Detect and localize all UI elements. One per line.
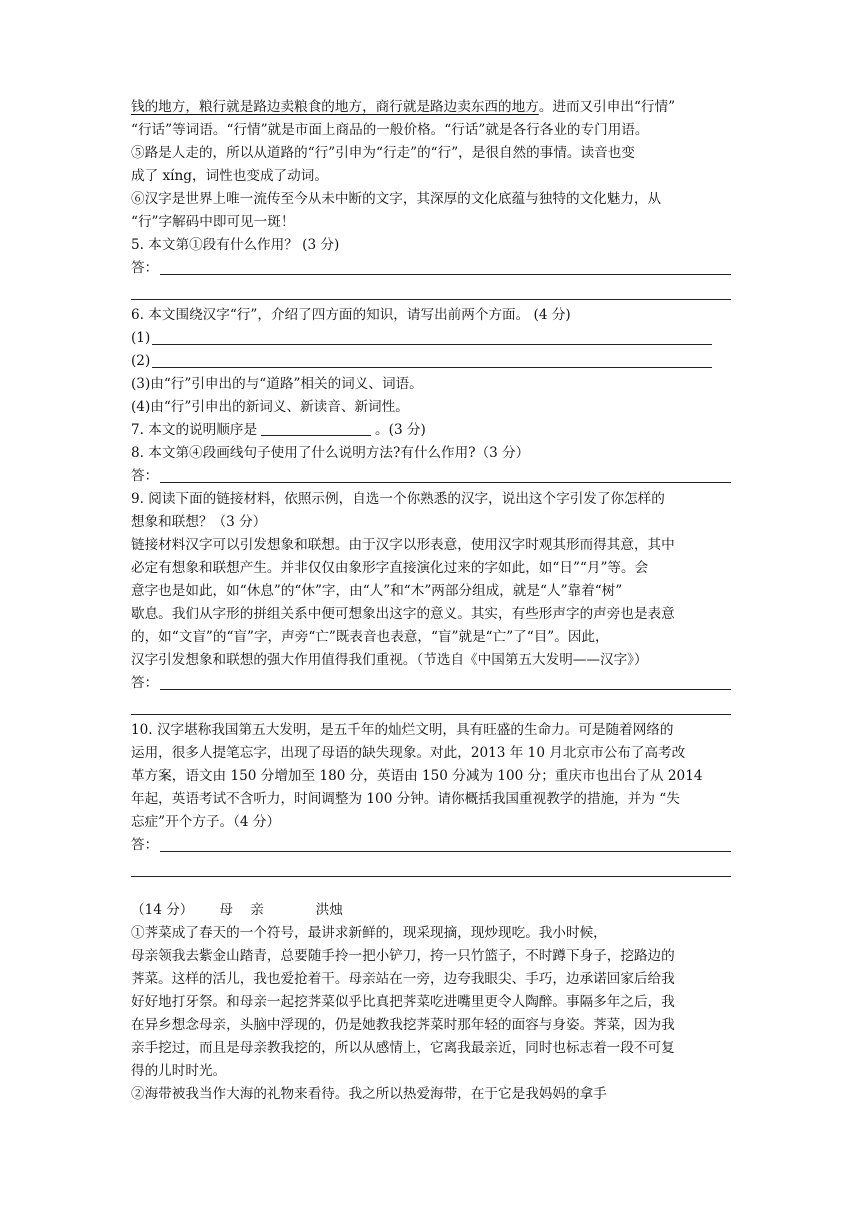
underlined-sentence: 钱的地方，粮行就是路边卖粮食的地方，商行就是路边卖东西的地方 [131,99,539,115]
paragraph-6-line: “行”字解码中即可见一斑！ [131,214,295,230]
essay-line: 母亲领我去紫金山踏青，总要随手拎一把小铲刀，挎一只竹篮子，不时蹲下身子，挖路边的 [131,948,675,964]
essay-line: 得的儿时时光。 [131,1063,227,1079]
question-6-item-1: (1) [131,327,731,350]
answer-line[interactable] [160,837,731,852]
answer-line[interactable] [152,353,712,368]
question-10-line: 忘症”开个方子。（4 分） [131,814,281,830]
question-8: 8. 本文第④段画线句子使用了什么说明方法?有什么作用?（3 分） [131,445,530,461]
question-9-line: 想象和联想？（3 分） [131,514,267,530]
answer-label: 答： [131,837,159,853]
link-material-line: 汉字引发想象和联想的强大作用值得我们重视。（节选自《中国第五大发明——汉字》） [131,652,648,668]
essay-line: 好好地打牙祭。和母亲一起挖荠菜似乎比真把荠菜吃进嘴里更令人陶醉。事隔多年之后，我 [131,994,675,1010]
question-5: 5. 本文第①段有什么作用？ (3 分) [131,237,340,253]
question-10-line: 革方案，语文由 150 分增加至 180 分，英语由 150 分减为 100 分；重庆市也出台了从 2014 [131,768,703,784]
link-material-line: 意字也是如此，如“休息”的“休”字，由“人”和“木”两部分组成，就是“人”靠着“树” [131,583,623,599]
answer-label: 答： [131,468,159,484]
essay-line: ①荠菜成了春天的一个符号，最讲求新鲜的，现采现摘，现炒现吃。我小时候， [131,925,607,941]
question-8-answer-row [131,465,731,488]
answer-line[interactable] [160,468,731,483]
link-material-line: 歇息。我们从字形的拼组关系中便可想象出这字的意义。其实，有些形声字的声旁也是表意 [131,606,675,622]
question-6-item-2: (2) [131,350,731,373]
exam-content [131,96,731,1106]
paragraph-5-line: ⑤路是人走的，所以从道路的“行”引申为“行走”的“行”，是很自然的事情。读音也变 [131,145,635,161]
essay-line: ②海带被我当作大海的礼物来看待。我之所以热爱海带，在于它是我妈妈的拿手 [131,1086,607,1102]
answer-line-extra[interactable] [131,282,731,300]
essay-header: （14 分） 母 亲 洪烛 [131,902,343,918]
essay-line: 荠菜。这样的活儿，我也爱抢着干。母亲站在一旁，边夸我眼尖、手巧，边承诺回家后给我 [131,971,675,987]
question-9-line: 9. 阅读下面的链接材料，依照示例，自选一个你熟悉的汉字，说出这个字引发了你怎样的 [131,491,665,507]
answer-line[interactable] [160,260,731,275]
answer-line[interactable] [152,330,712,345]
answer-label: 答： [131,260,159,276]
paragraph-5-line: 成了 xíng，词性也变成了动词。 [131,168,328,184]
question-10-line: 年起，英语考试不含听力，时间调整为 100 分钟。请你概括我国重视教学的措施，并为 “失 [131,791,680,807]
fill-in-blank[interactable] [261,421,371,436]
paragraph-4-line-2: “行话”等词语。“行情”就是市面上商品的一般价格。“行话”就是各行各业的专门用语。 [131,122,649,138]
question-6-item-4: (4)由“行”引申出的新词义、新读音、新词性。 [131,399,409,415]
paragraph-4-line-1: 钱的地方，粮行就是路边卖粮食的地方，商行就是路边卖东西的地方。进而又引申出“行情” [131,99,676,115]
answer-line-extra[interactable] [131,697,731,715]
question-9-answer-row [131,672,731,695]
essay-line: 亲手挖过，而且是母亲教我挖的，所以从感情上，它离我最亲近，同时也标志着一段不可复 [131,1040,675,1056]
question-7: 7. 本文的说明顺序是 。(3 分) [131,422,426,438]
link-material-line: 必定有想象和联想产生。并非仅仅由象形字直接演化过来的字如此，如“日”“月”等。会 [131,560,649,576]
link-material-line: 的，如“文盲”的“盲”字，声旁“亡”既表音也表意，“盲”就是“亡”了“目”。因此， [131,629,609,645]
paragraph-6-line: ⑥汉字是世界上唯一流传至今从未中断的文字，其深厚的文化底蕴与独特的文化魅力，从 [131,191,662,207]
answer-line-extra[interactable] [131,859,731,877]
answer-label: 答： [131,675,159,691]
answer-line[interactable] [160,675,731,690]
essay-line: 在异乡想念母亲，头脑中浮现的，仍是她教我挖荠菜时那年轻的面容与身姿。荠菜，因为我 [131,1017,675,1033]
question-6: 6. 本文围绕汉字“行”，介绍了四方面的知识，请写出前两个方面。 (4 分) [131,307,571,323]
question-10-answer-row [131,834,731,857]
question-10-line: 10. 汉字堪称我国第五大发明，是五千年的灿烂文明，具有旺盛的生命力。可是随着网络的 [131,722,674,738]
link-material-line: 链接材料汉字可以引发想象和联想。由于汉字以形表意，使用汉字时观其形而得其意，其中 [131,537,675,553]
question-6-item-3: (3)由“行”引申出的与“道路”相关的词义、词语。 [131,376,423,392]
question-5-answer-row [131,257,731,280]
question-10-line: 运用，很多人提笔忘字，出现了母语的缺失现象。对此，2013 年 10 月北京市公布了高考改 [131,745,686,761]
